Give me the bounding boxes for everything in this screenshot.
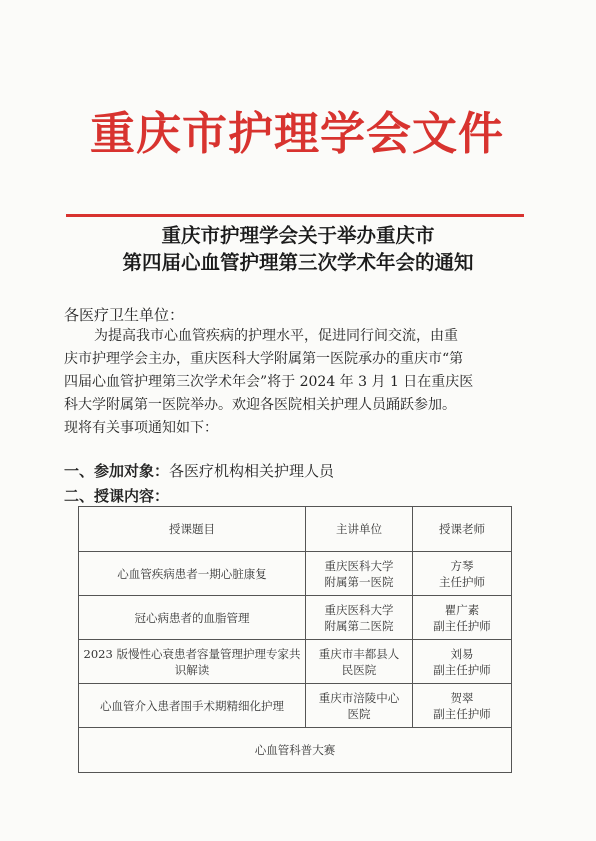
table-row	[79, 552, 512, 596]
table-row	[79, 596, 512, 640]
body-line: 现将有关事项通知如下：	[64, 420, 218, 436]
footer-cell: 心血管科普大赛	[79, 728, 512, 773]
topic-cell: 心血管介入患者围手术期精细化护理	[79, 684, 306, 728]
teacher-name: 瞿广素	[444, 602, 480, 617]
section-heading: 二、授课内容：	[64, 487, 170, 505]
notice-title	[60, 222, 536, 276]
section-participants	[64, 460, 334, 482]
teacher-title: 副主任护师	[433, 706, 491, 721]
table-header-row	[79, 507, 512, 552]
unit-cell	[306, 596, 413, 640]
letterhead-title: 重庆市护理学会文件	[89, 107, 504, 160]
notice-title-line-2: 第四届心血管护理第三次学术年会的通知	[122, 251, 474, 274]
table-footer-row	[79, 728, 512, 773]
section-text: 各医疗机构相关护理人员	[169, 462, 335, 480]
teacher-cell	[413, 684, 512, 728]
column-header-topic: 授课题目	[79, 507, 306, 552]
teacher-cell	[413, 596, 512, 640]
unit-cell	[306, 640, 413, 684]
column-header-teacher: 授课老师	[413, 507, 512, 552]
red-divider	[66, 214, 524, 217]
body-line: 为提高我市心血管疾病的护理水平，促进同行间交流，由重	[94, 328, 458, 344]
topic-cell: 心血管疾病患者一期心脏康复	[79, 552, 306, 596]
teacher-cell	[413, 552, 512, 596]
salutation: 各医疗卫生单位：	[64, 306, 185, 324]
unit-cell	[306, 552, 413, 596]
unit-line: 重庆市丰都县人	[318, 646, 400, 661]
unit-line: 重庆医科大学	[324, 602, 394, 617]
teacher-title: 副主任护师	[433, 662, 491, 677]
notice-title-line-1: 重庆市护理学会关于举办重庆市	[161, 224, 435, 247]
teacher-name: 方琴	[450, 558, 474, 573]
unit-cell	[306, 684, 413, 728]
teacher-name: 刘易	[450, 646, 474, 661]
body-paragraph	[64, 325, 542, 440]
body-line: 科大学附属第一医院举办。欢迎各医院相关护理人员踊跃参加。	[64, 397, 456, 413]
section-course-content	[64, 485, 169, 507]
unit-line: 附属第二医院	[324, 618, 394, 633]
unit-line: 医院	[347, 706, 371, 721]
unit-line: 民医院	[341, 662, 377, 677]
section-heading: 一、参加对象：	[64, 462, 170, 480]
topic-cell: 冠心病患者的血脂管理	[79, 596, 306, 640]
teacher-name: 贺翠	[450, 690, 474, 705]
teacher-cell	[413, 640, 512, 684]
teacher-title: 副主任护师	[433, 618, 491, 633]
topic-line: 2023 版慢性心衰患者容量管理护理专家共	[83, 646, 301, 661]
body-line: 四届心血管护理第三次学术年会”将于 2024 年 3 月 1 日在重庆医	[64, 374, 474, 390]
unit-line: 重庆市涪陵中心	[318, 690, 400, 705]
table-row	[79, 684, 512, 728]
course-table	[78, 506, 512, 773]
topic-line: 识解读	[174, 662, 210, 677]
topic-cell	[79, 640, 306, 684]
column-header-unit: 主讲单位	[306, 507, 413, 552]
unit-line: 重庆医科大学	[324, 558, 394, 573]
teacher-title: 主任护师	[439, 574, 485, 589]
table-row	[79, 640, 512, 684]
body-line: 庆市护理学会主办，重庆医科大学附属第一医院承办的重庆市“第	[64, 351, 464, 367]
unit-line: 附属第一医院	[324, 574, 394, 589]
